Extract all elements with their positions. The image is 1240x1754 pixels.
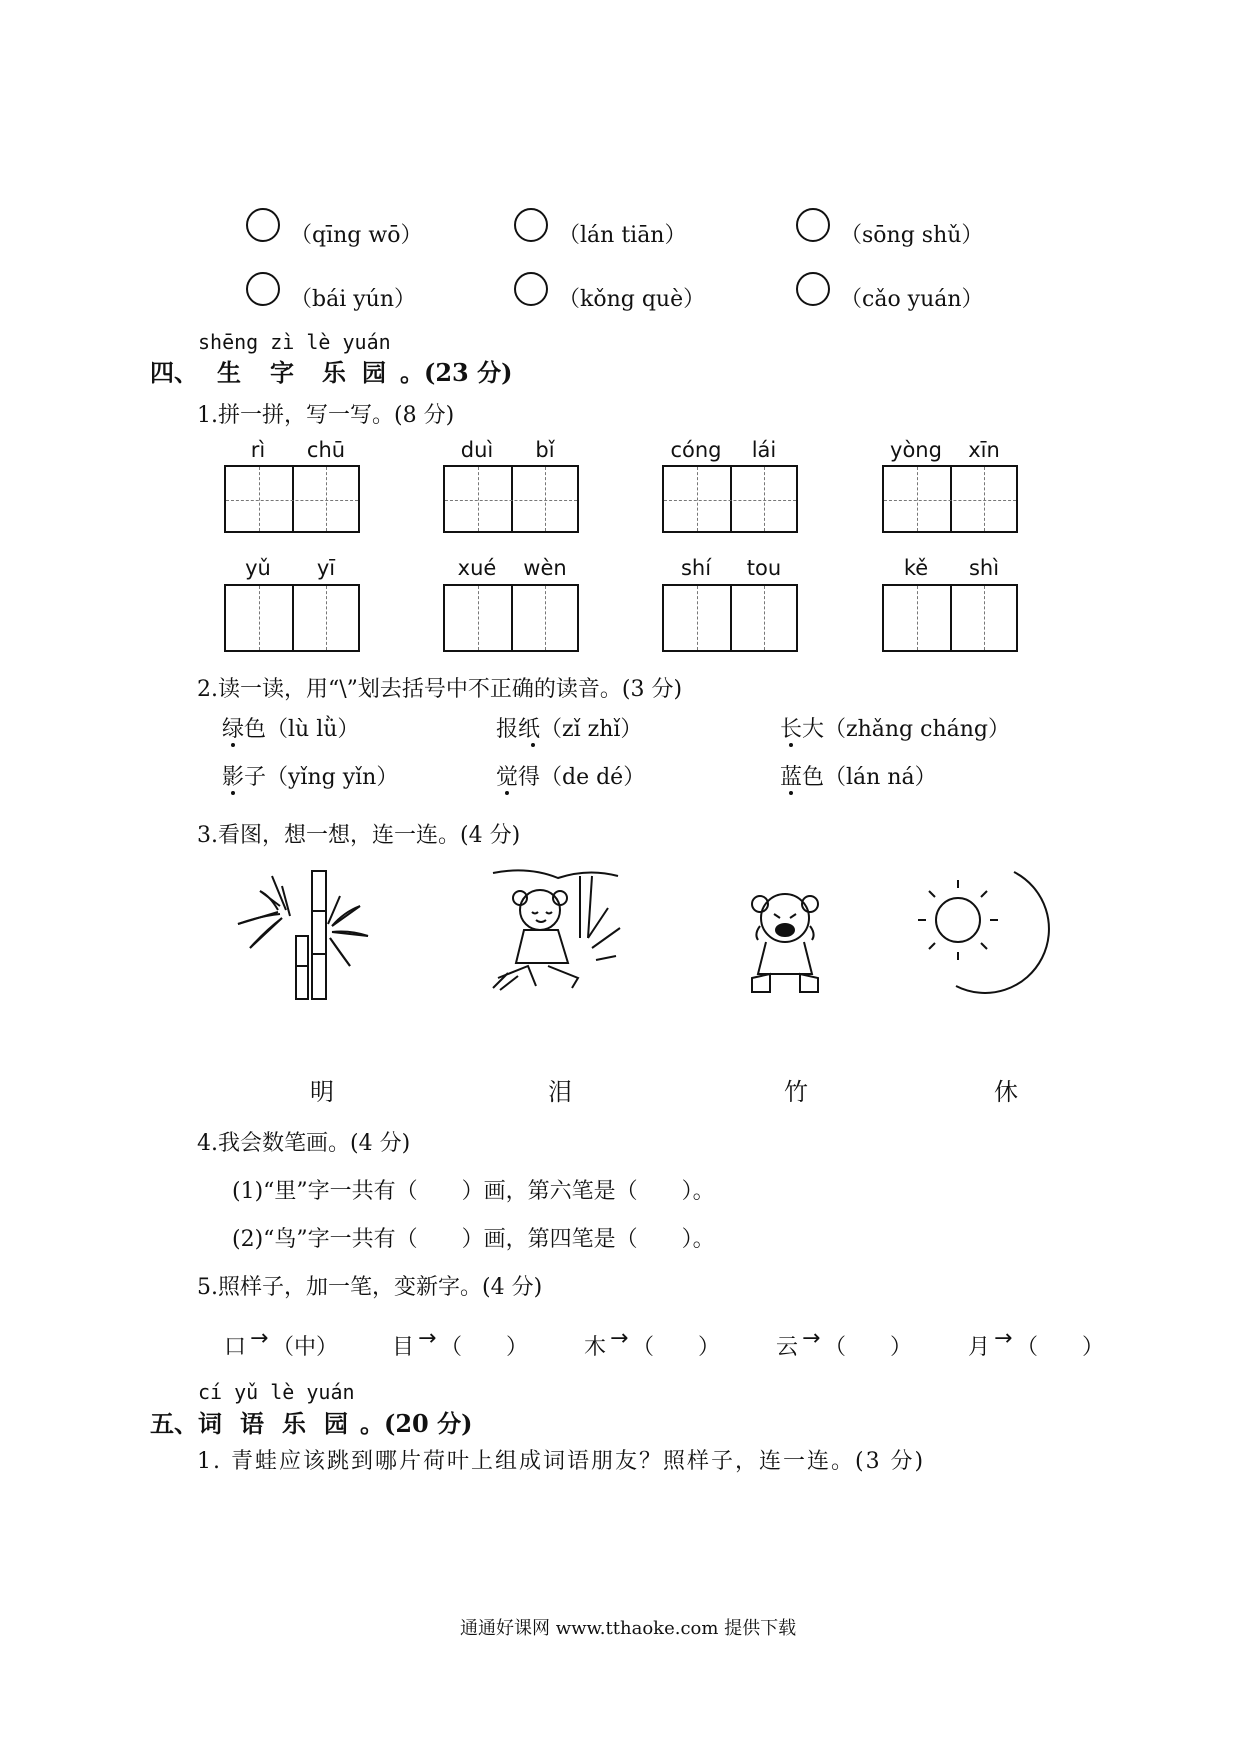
pinyin-choices[interactable]: （de dé）	[540, 765, 646, 790]
word: 报纸	[496, 717, 541, 742]
word: 长大	[780, 717, 825, 742]
answer-circle[interactable]	[246, 272, 280, 306]
answer-circle[interactable]	[514, 208, 548, 242]
resting-girl-picture[interactable]	[488, 868, 628, 998]
answer-blank[interactable]: （ ）	[1016, 1335, 1105, 1360]
pinyin-label: shì	[968, 556, 1000, 580]
question-title: 4.我会数笔画。(4 分)	[197, 1131, 411, 1156]
section4-score: 。(23 分)	[400, 358, 513, 387]
section5-number: 五、	[150, 1409, 198, 1438]
section5-char: 语	[240, 1409, 264, 1438]
writing-grid[interactable]	[882, 465, 1018, 533]
pinyin-option: （lán tiān）	[558, 223, 687, 248]
arrow-icon: →	[802, 1326, 821, 1351]
stroke-question[interactable]: (1)“里”字一共有（ ）画，第六笔是（ ）。	[232, 1179, 715, 1204]
writing-grid[interactable]	[662, 584, 798, 652]
emphasis-dot	[231, 743, 235, 747]
base-char: 木	[584, 1335, 607, 1360]
base-char: 云	[776, 1335, 799, 1360]
pinyin-label: xué	[457, 556, 497, 580]
pinyin-option: （qīng wō）	[290, 223, 423, 248]
arrow-icon: →	[610, 1326, 629, 1351]
pinyin-label: rì	[250, 438, 266, 462]
base-char: 目	[392, 1335, 415, 1360]
pinyin-option: （kǒng què）	[558, 287, 706, 312]
section4-char: 生	[217, 358, 241, 387]
writing-grid[interactable]	[224, 584, 360, 652]
pinyin-label: kě	[903, 556, 929, 580]
section5-char: 词	[198, 1409, 222, 1438]
question-title: 1.拼一拼，写一写。(8 分)	[197, 403, 455, 428]
section5-char: 园	[324, 1409, 348, 1438]
section4-number: 四、	[150, 358, 198, 387]
section5-char: 乐	[282, 1409, 306, 1438]
section4-char: 字	[270, 358, 294, 387]
section4-char: 乐	[322, 358, 346, 387]
pinyin-label: duì	[460, 438, 494, 462]
pinyin-label: shí	[680, 556, 712, 580]
arrow-icon: →	[418, 1326, 437, 1351]
answer-circle[interactable]	[514, 272, 548, 306]
emphasis-dot	[531, 743, 535, 747]
base-char: 月	[968, 1335, 991, 1360]
arrow-icon: →	[250, 1326, 269, 1351]
question-title: 3.看图，想一想，连一连。(4 分)	[197, 823, 521, 848]
pinyin-label: yī	[316, 556, 336, 580]
match-char[interactable]: 泪	[548, 1078, 572, 1106]
section4-char: 园	[362, 358, 386, 387]
answer-circle[interactable]	[246, 208, 280, 242]
match-char[interactable]: 明	[310, 1078, 334, 1106]
match-char[interactable]: 竹	[784, 1078, 808, 1106]
pinyin-label: cóng	[670, 438, 722, 462]
answer-blank[interactable]: （ ）	[824, 1335, 913, 1360]
pinyin-choices[interactable]: （lù lǜ）	[266, 717, 360, 742]
pinyin-label: chū	[306, 438, 346, 462]
emphasis-dot	[789, 743, 793, 747]
pinyin-option: （sōng shǔ）	[840, 223, 984, 248]
writing-grid[interactable]	[662, 465, 798, 533]
pinyin-label: yòng	[890, 438, 942, 462]
sun-and-moon-picture[interactable]	[918, 868, 1068, 998]
arrow-icon: →	[994, 1326, 1013, 1351]
word: 绿色	[222, 717, 267, 742]
writing-grid[interactable]	[443, 465, 579, 533]
pinyin-label: lái	[751, 438, 777, 462]
writing-grid[interactable]	[882, 584, 1018, 652]
pinyin-choices[interactable]: （yǐng yǐn）	[266, 765, 399, 790]
pinyin-choices[interactable]: （zhǎng cháng）	[824, 717, 1010, 742]
section5-pinyin: cí yǔ lè yuán	[198, 1380, 355, 1404]
pinyin-label: yǔ	[245, 556, 271, 580]
section4-pinyin: shēng zì lè yuán	[198, 330, 391, 354]
match-char[interactable]: 休	[994, 1078, 1018, 1106]
question-title: 1. 青蛙应该跳到哪片荷叶上组成词语朋友？照样子，连一连。(3 分)	[197, 1449, 926, 1474]
answer-circle[interactable]	[796, 272, 830, 306]
answer-blank[interactable]: （中）	[272, 1335, 339, 1360]
crying-girl-picture[interactable]	[730, 878, 840, 998]
pinyin-choices[interactable]: （zǐ zhǐ）	[540, 717, 643, 742]
pinyin-option: （cǎo yuán）	[840, 287, 984, 312]
emphasis-dot	[505, 791, 509, 795]
pinyin-label: wèn	[523, 556, 567, 580]
bamboo-picture[interactable]	[220, 866, 380, 1006]
emphasis-dot	[789, 791, 793, 795]
word: 觉得	[496, 765, 541, 790]
writing-grid[interactable]	[443, 584, 579, 652]
answer-blank[interactable]: （ ）	[440, 1335, 529, 1360]
answer-blank[interactable]: （ ）	[632, 1335, 721, 1360]
pinyin-choices[interactable]: （lán ná）	[824, 765, 937, 790]
pinyin-label: xīn	[968, 438, 1000, 462]
emphasis-dot	[231, 791, 235, 795]
pinyin-label: tou	[746, 556, 782, 580]
word: 蓝色	[780, 765, 825, 790]
question-title: 5.照样子，加一笔，变新字。(4 分)	[197, 1275, 543, 1300]
pinyin-label: bǐ	[535, 438, 555, 462]
answer-circle[interactable]	[796, 208, 830, 242]
question-title: 2.读一读，用“\”划去括号中不正确的读音。(3 分)	[197, 677, 683, 702]
base-char: 口	[224, 1335, 247, 1360]
footer-text: 通通好课网 www.tthaoke.com 提供下载	[460, 1618, 797, 1639]
section5-score: 。(20 分)	[360, 1409, 473, 1438]
writing-grid[interactable]	[224, 465, 360, 533]
stroke-question[interactable]: (2)“鸟”字一共有（ ）画，第四笔是（ ）。	[232, 1227, 715, 1252]
word: 影子	[222, 765, 267, 790]
pinyin-option: （bái yún）	[290, 287, 416, 312]
